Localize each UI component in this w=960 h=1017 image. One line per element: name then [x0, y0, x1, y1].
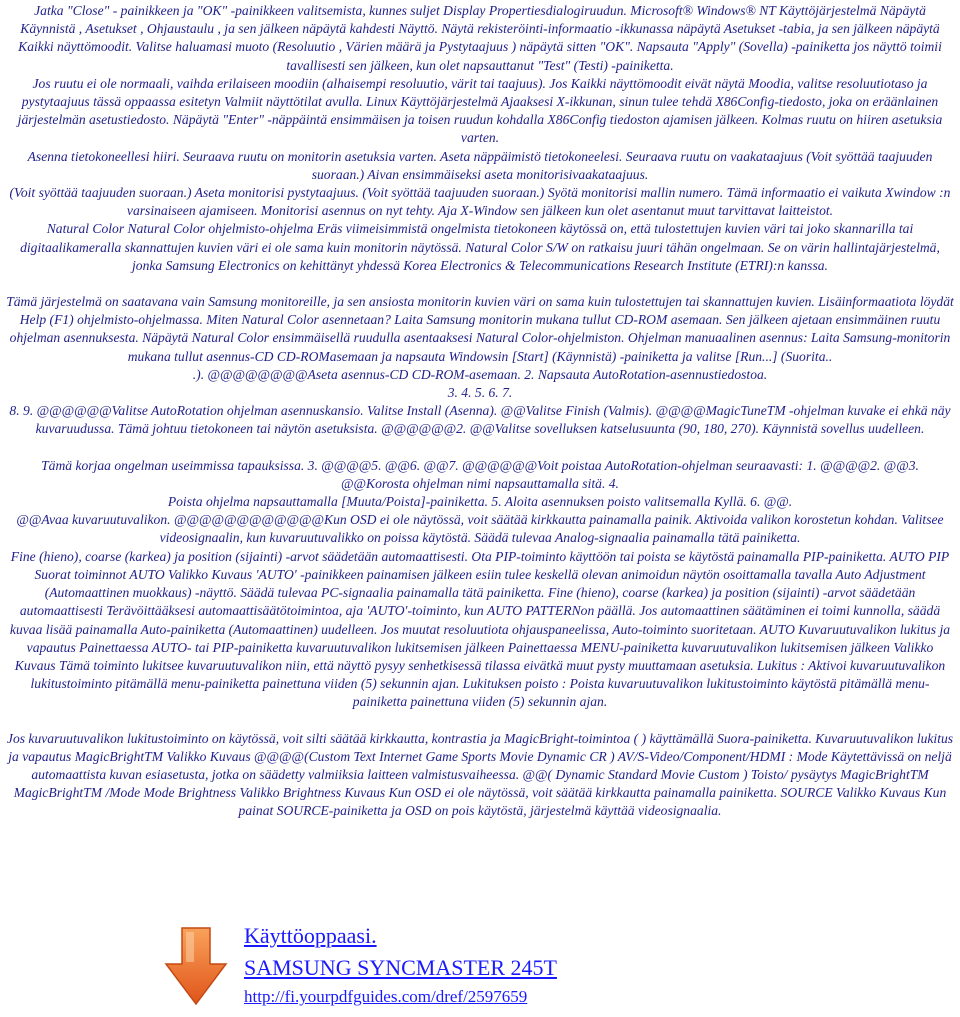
paragraph-frequency: (Voit syöttää taajuuden suoraan.) Aseta monitorisi pystytaajuus. (Voit syöttää taajuuden suoraan.) Syötä monitorisi mallin numero. Tämä informaatio ei vaikuta Xwindow :n varsinaiseen ajamiseen. Monitorisi asennus on nyt tehty. Aja X-Window sen jälkeen kun olet asentanut muut tarvittavat laitteistot. — [9, 185, 951, 219]
paragraph-natural-color-install: Tämä järjestelmä on saatavana vain Samsung monitoreille, ja sen ansiosta monitorin kuvien väri on sama kuin tulostettujen tai skannattujen kuvien. Lisäinformaatiota löydät Help (F1) ohjelmisto-ohjelmassa. Miten Natural Color asennetaan? Laita Samsung monitorin mukana tullut CD-ROM asemaan. Sen jälkeen ajetaan ensimmäinen ruutu ohjelman asennuksesta. Näpäytä Natural Color ensimmäisellä ruudulla asentaaksesi Natural Color-ohjelmiston. Ohjelman manuaalinen asennus: Laita Samsung-monitorin mukana tullut asennus-CD CD-ROMasemaan ja napsauta Windowsin [Start] (Käynnistä) -painiketta ja valitse [Run...] (Suorita.. — [6, 294, 954, 364]
paragraph-natural-color: Natural Color Natural Color ohjelmisto-ohjelma Eräs viimeisimmistä ongelmista tietokoneen käytössä on, että tulostettujen kuvien väri tai joko skannarilla tai digitaalikameralla skannattujen kuvien väri ei ole sama kuin monitorin näytössä. Natural Color S/W on ratkaisu juuri tähän ongelmaan. Se on värin hallintajärjestelmä, jonka Samsung Electronics on kehittänyt yhdessä Korea Electronics & Telecommunications Research Institute (ETRI):n kanssa. — [20, 221, 940, 273]
paragraph-magicbright: Jos kuvaruutuvalikon lukitustoiminto on käytössä, voit silti säätää kirkkautta, kontrastia ja MagicBright-toimintoa ( ) käyttämällä Suora-painiketta. Kuvaruutuvalikon lukitus ja vapautus MagicBrightTM Valikko Kuvaus @@@@(Custom Text Internet Game Sports Movie Dynamic CR ) AV/S-Video/Component/HDMI : Mode Käytettävissä on neljä automaattista kuvan esiasetusta, jotka on säädetty valmiiksia laitteen valmistusvaiheessa. @@( Dynamic Standard Movie Custom ) Toisto/ pysäytys MagicBrightTM MagicBrightTM /Mode Mode Brightness Valikko Brightness Kuvaus Kun OSD ei ole näytössä, voit säätää kirkkautta painamalla painiketta. SOURCE Valikko Kuvaus Kun painat SOURCE-painiketta ja OSD on pois käytöstä, järjestelmä käyttää videosignaalia. — [6, 730, 954, 819]
spacer — [6, 712, 954, 730]
footer-links — [244, 920, 557, 1010]
spacer — [6, 275, 954, 293]
url-link[interactable]: http://fi.yourpdfguides.com/dref/2597659 — [244, 987, 528, 1006]
manual-link[interactable]: Käyttöoppaasi. — [244, 923, 377, 948]
pdf-arrow-icon — [160, 924, 232, 1012]
paragraph-autorotation-remove: Tämä korjaa ongelman useimmissa tapauksissa. 3. @@@@5. @@6. @@7. @@@@@@Voit poistaa AutoRotation-ohjelman seuraavasti: 1. @@@@2. @@3. @@Korosta ohjelman nimi napsauttamalla sitä. 4. — [41, 457, 919, 491]
paragraph-autorotation-steps: .). @@@@@@@@Aseta asennus-CD CD-ROM-asemaan. 2. Napsauta AutoRotation-asennustiedostoa. — [192, 366, 768, 382]
paragraph-osd-buttons: @@Avaa kuvaruutuvalikon. @@@@@@@@@@@@Kun OSD ei ole näytössä, voit säätää kirkkautta painamalla painik. Aktivoida valikon korostetun kohdan. Valitsee videosignaalin, kun kuvaruutuvalikko on poissa käytöstä. Säädä tulevaa Analog-signaalia painamalla tätä painiketta. — [16, 512, 944, 546]
paragraph-display-properties: Jatka "Close" - painikkeen ja "OK" -painikkeen valitsemista, kunnes suljet Display Propertiesdialogiruudun. Microsoft® Windows® NT Käyttöjärjestelmä Näpäytä Käynnistä , Asetukset , Ohjaustaulu , ja sen jälkeen näpäytä kahdesti Näyttö. Näytä rekisteröinti-informaatio -ikkunassa näpäytä Asetukset -tabia, ja sen jälkeen näpäytä Kaikki näyttömoodit. Valitse haluamasi muoto (Resoluutio , Värien määrä ja Pystytaajuus ) näpäytä sitten "OK". Napsauta "Apply" (Sovella) -painiketta jos näyttö toimii tavallisesti sen jälkeen, kun olet napsauttanut "Test" (Testi) -painiketta. — [18, 3, 942, 73]
model-link[interactable]: SAMSUNG SYNCMASTER 245T — [244, 955, 557, 980]
paragraph-linux-setup: Jos ruutu ei ole normaali, vaihda erilaiseen moodiin (alhaisempi resoluutio, värit tai taajuus). Jos Kaikki näyttömoodit eivät näytä Moodia, valitse resoluutiotaso ja pystytaajuus tässä oppaassa esitetyn Valmiit näyttötilat avulla. Linux Käyttöjärjestelmä Ajaaksesi X-ikkunan, sinun tulee tehdä X86Config-tiedosto, joka on eräänlainen järjestelmän asetustiedosto. Näpäytä "Enter" -näppäintä ensimmäisen ja toisen ruudun kohdalla X86Config tiedoston ajamisen jälkeen. Kolmas ruutu on hiiren asetuksia varten. — [17, 75, 943, 146]
paragraph-step-numbers: 3. 4. 5. 6. 7. — [447, 385, 513, 401]
spacer — [6, 439, 954, 457]
paragraph-mouse-monitor: Asenna tietokoneellesi hiiri. Seuraava ruutu on monitorin asetuksia varten. Aseta näppäimistö tietokoneelesi. Seuraava ruutu on vaakataajuus (Voit syöttää taajuuden suoraan.) Aivan ensimmäiseksi aseta monitorisivaakataajuus. — [27, 148, 933, 182]
paragraph-remove-program: Poista ohjelma napsauttamalla [Muuta/Poista]-painiketta. 5. Aloita asennuksen poisto valitsemalla Kyllä. 6. @@. — [167, 494, 793, 510]
paragraph-autorotation-install: 8. 9. @@@@@@Valitse AutoRotation ohjelman asennuskansio. Valitse Install (Asenna). @@Valitse Finish (Valmis). @@@@MagicTuneTM -ohjelman kuvake ei ehkä näy kuvaruudussa. Tämä johtuu tietokoneen tai näytön asetuksista. @@@@@@2. @@Valitse sovelluksen katselusuunta (90, 180, 270). Käynnistä sovellus uudelleen. — [9, 403, 951, 437]
footer — [160, 920, 920, 1015]
paragraph-auto-pip: Fine (hieno), coarse (karkea) ja position (sijainti) -arvot säädetään automaattisesti. Ota PIP-toiminto käyttöön tai poista se käytöstä painamalla PIP-painiketta. AUTO PIP Suorat toiminnot AUTO Valikko Kuvaus 'AUTO' -painikkeen painamisen jälkeen esiin tulee keskellä olevan animoidun näytön osoittamalla tavalla Auto Adjustment (Automaattinen muokkaus) -näyttö. Säädä tulevaa PC-signaalia painamalla tätä painiketta. Fine (hieno), coarse (karkea) ja position (sijainti) -arvot säädetään automaattisesti Terävöittääksesi automaattisäätötoimintoa, aja 'AUTO'-toiminto, kun AUTO PATTERNon päällä. Jos automaattinen säätäminen ei toimi kunnolla, säädä kuvaa lisää painamalla Auto-painiketta (Automaattinen) uudelleen. Jos muutat resoluutiota ohjauspaneelissa, Auto-toiminto suoritetaan. AUTO Kuvaruutuvalikon lukitus ja vapautus Painettaessa AUTO- tai PIP-painiketta kuvaruutuvalikon lukitsemisen jälkeen Painettaessa MENU-painiketta kuvaruutuvalikon lukitsemisen jälkeen Valikko Kuvaus Tämä toiminto lukitsee kuvaruutuvalikon niin, että näyttö pysyy senhetkisessä tilassa eivätkä muut pysty muuttamaan asetuksia. Lukitus : Aktivoi kuvaruutuvalikon lukitustoiminto pitämällä menu-painiketta painettuna viiden (5) sekunnin ajan. Lukituksen poisto : Poista kuvaruutuvalikon lukitustoiminto käytöstä pitämällä menu-painiketta painettuna viiden (5) sekunnin ajan. — [9, 548, 951, 710]
